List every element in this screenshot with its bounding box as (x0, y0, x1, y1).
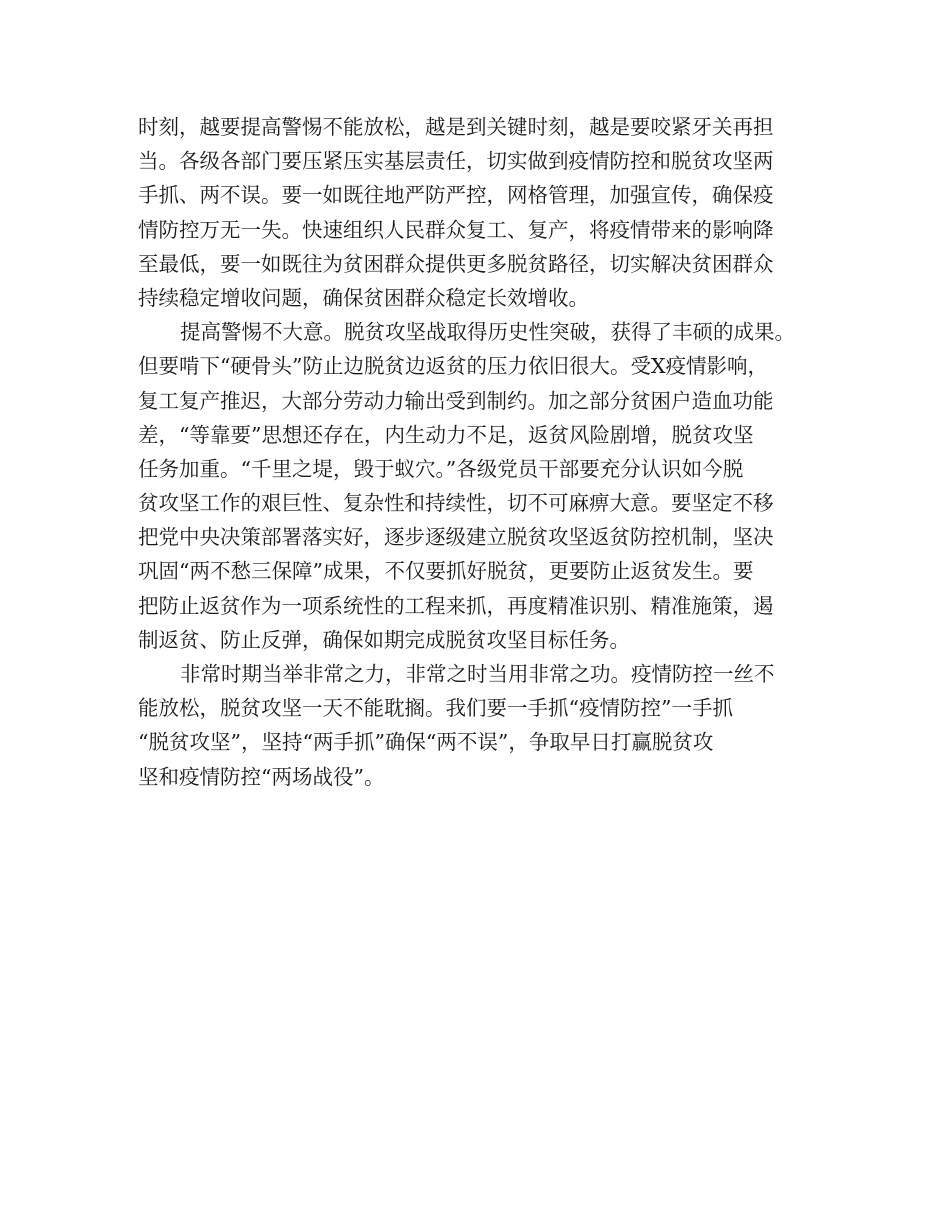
paragraph-2-line-9: 把防止返贫作为一项系统性的工程来抓，再度精准识别、精准施策，遏 (138, 593, 774, 618)
paragraph-1 (138, 110, 818, 315)
paragraph-2-line-2: 但要啃下“硬骨头”防止边脱贫边返贫的压力依旧很大。受X疫情影响， (138, 354, 769, 379)
paragraph-3-line-3: “脱贫攻坚”，坚持“两手抓”确保“两不误”，争取早日打赢脱贫攻 (138, 730, 714, 755)
paragraph-3-line-4: 坚和疫情防控“两场战役”。 (138, 764, 385, 789)
paragraph-1-line-4: 情防控万无一失。快速组织人民群众复工、复产，将疫情带来的影响降 (138, 217, 774, 242)
paragraph-2-line-5: 任务加重。“千里之堤，毁于蚁穴。”各级党员干部要充分认识如今脱 (138, 456, 744, 481)
paragraph-3 (138, 657, 818, 794)
paragraph-1-line-5: 至最低，要一如既往为贫困群众提供更多脱贫路径，切实解决贫困群众 (138, 251, 774, 276)
paragraph-2-line-7: 把党中央决策部署落实好，逐步逐级建立脱贫攻坚返贫防控机制，坚决 (138, 525, 774, 550)
paragraph-1-line-6: 持续稳定增收问题，确保贫困群众稳定长效增收。 (138, 285, 589, 310)
paragraph-1-line-2: 当。各级各部门要压紧压实基层责任，切实做到疫情防控和脱贫攻坚两 (138, 149, 774, 174)
document-body (138, 110, 818, 794)
paragraph-1-line-3: 手抓、两不误。要一如既往地严防严控，网格管理，加强宣传，确保疫 (138, 183, 774, 208)
paragraph-2-line-4: 差，“等靠要”思想还存在，内生动力不足，返贫风险剧增，脱贫攻坚 (138, 422, 754, 447)
paragraph-3-line-2: 能放松，脱贫攻坚一天不能耽搁。我们要一手抓“疫情防控”一手抓 (138, 696, 733, 721)
paragraph-2 (138, 315, 818, 657)
paragraph-2-line-10: 制返贫、防止反弹，确保如期完成脱贫攻坚目标任务。 (138, 627, 630, 652)
paragraph-2-line-3: 复工复产推迟，大部分劳动力输出受到制约。加之部分贫困户造血功能 (138, 388, 774, 413)
paragraph-3-line-1: 非常时期当举非常之力，非常之时当用非常之功。疫情防控一丝不 (180, 662, 775, 686)
paragraph-2-line-1: 提高警惕不大意。脱贫攻坚战取得历史性突破，获得了丰硕的成果。 (180, 320, 795, 345)
paragraph-2-line-6: 贫攻坚工作的艰巨性、复杂性和持续性，切不可麻痹大意。要坚定不移 (138, 491, 774, 516)
paragraph-1-line-1: 时刻，越要提高警惕不能放松，越是到关键时刻，越是要咬紧牙关再担 (138, 115, 774, 139)
paragraph-2-line-8: 巩固“两不愁三保障”成果，不仅要抓好脱贫，更要防止返贫发生。要 (138, 559, 754, 584)
